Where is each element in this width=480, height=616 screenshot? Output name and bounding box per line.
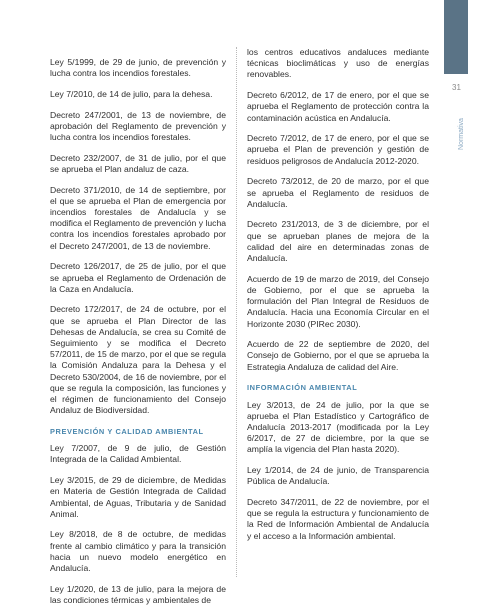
legislation-entry: Ley 3/2015, de 29 de diciembre, de Medidas en Materia de Gestión Integrada de Calidad Ambiental, de Aguas, Tributaria y de Sanidad Animal. [50, 475, 226, 519]
legislation-entry: Ley 7/2007, de 9 de julio, de Gestión Integrada de la Calidad Ambiental. [50, 443, 226, 465]
legislation-entry: Acuerdo de 19 de marzo de 2019, del Consejo de Gobierno, por el que se aprueba la formulación del Plan Integral de Residuos de Andalucía. Hacia una Economía Circular en el Horizonte 2030 (PIRec 2030). [247, 273, 429, 329]
legislation-entry: Decreto 172/2017, de 24 de octubre, por el que se aprueba el Plan Director de las Dehesas de Andalucía, se crea su Comité de Seguimiento y se modifica el Decreto 57/2011, de 15 de marzo, por el que se regula la Comisión Andaluza para la Dehesa y el Decreto 530/2004, de 16 de noviembre, por el que se regula la composición, las funciones y el régimen de funcionamiento del Consejo Andaluz de Biodiversidad. [50, 304, 226, 416]
legislation-entry: Decreto 347/2011, de 22 de noviembre, por el que se regula la estructura y funcionamiento de la Red de Información Ambiental de Andalucía y el acceso a la Información ambiental. [247, 497, 429, 541]
section-label: Normativa [458, 118, 465, 150]
legislation-entry: Ley 8/2018, de 8 de octubre, de medidas frente al cambio climático y para la transición hacia un nuevo modelo energético en Andalucía. [50, 529, 226, 574]
right-paragraphs-group-a [247, 47, 429, 373]
legislation-entry: Decreto 232/2007, de 31 de julio, por el que se aprueba el Plan andaluz de caza. [50, 152, 226, 174]
left-paragraphs-group-b [50, 443, 226, 606]
legislation-entry: Ley 1/2020, de 13 de julio, para la mejora de las condiciones térmicas y ambientales de [50, 583, 226, 605]
legislation-entry: Decreto 247/2001, de 13 de noviembre, de aprobación del Reglamento de prevención y lucha contra los incendios forestales. [50, 109, 226, 143]
legislation-entry: Decreto 371/2010, de 14 de septiembre, por el que se aprueba el Plan de emergencia por incendios forestales de Andalucía y se modifica el Reglamento de prevención y lucha contra los incendios forestales aprobado por el Decreto 247/2001, de 13 de noviembre. [50, 184, 226, 251]
left-column [50, 57, 226, 616]
section-heading-information: INFORMACIÓN AMBIENTAL [247, 383, 358, 393]
legislation-entry: Decreto 231/2013, de 3 de diciembre, por el que se aprueban planes de mejora de la calidad del aire en determinadas zonas de Andalucía. [247, 219, 429, 264]
legislation-entry: Decreto 7/2012, de 17 de enero, por el que se aprueba el Plan de prevención y gestión de residuos peligrosos de Andalucía 2012-2020. [247, 133, 429, 166]
legislation-entry: Decreto 73/2012, de 20 de marzo, por el que se aprueba el Reglamento de residuos de Andalucía. [247, 176, 429, 209]
page-number: 31 [452, 83, 461, 92]
legislation-entry: Acuerdo de 22 de septiembre de 2020, del Consejo de Gobierno, por el que se aprueba la Estrategia Andaluza de calidad del Aire. [247, 339, 429, 372]
legislation-entry: Decreto 6/2012, de 17 de enero, por el que se aprueba el Reglamento de protección contra la contaminación acústica en Andalucía. [247, 90, 429, 123]
left-paragraphs-group-a [50, 57, 226, 416]
right-column [247, 47, 429, 551]
section-heading-prevention: PREVENCIÓN Y CALIDAD AMBIENTAL [50, 426, 204, 436]
column-divider [236, 47, 237, 577]
right-paragraphs-group-b [247, 400, 429, 542]
sidebar-color-bar [444, 0, 468, 74]
legislation-entry: los centros educativos andaluces mediante técnicas bioclimáticas y uso de energías renovables. [247, 47, 429, 80]
legislation-entry: Ley 3/2013, de 24 de julio, por la que se aprueba el Plan Estadístico y Cartográfico de Andalucía 2013-2017 (modificada por la Ley 6/2017, de 27 de diciembre, por la que se amplía la vigencia del Plan hasta 2020). [247, 399, 429, 455]
legislation-entry: Ley 1/2014, de 24 de junio, de Transparencia Pública de Andalucía. [247, 465, 429, 487]
legislation-entry: Ley 5/1999, de 29 de junio, de prevención y lucha contra los incendios forestales. [50, 57, 226, 79]
legislation-entry: Ley 7/2010, de 14 de julio, para la dehesa. [50, 88, 213, 99]
legislation-entry: Decreto 126/2017, de 25 de julio, por el que se aprueba el Reglamento de Ordenación de la Caza en Andalucía. [50, 261, 226, 294]
